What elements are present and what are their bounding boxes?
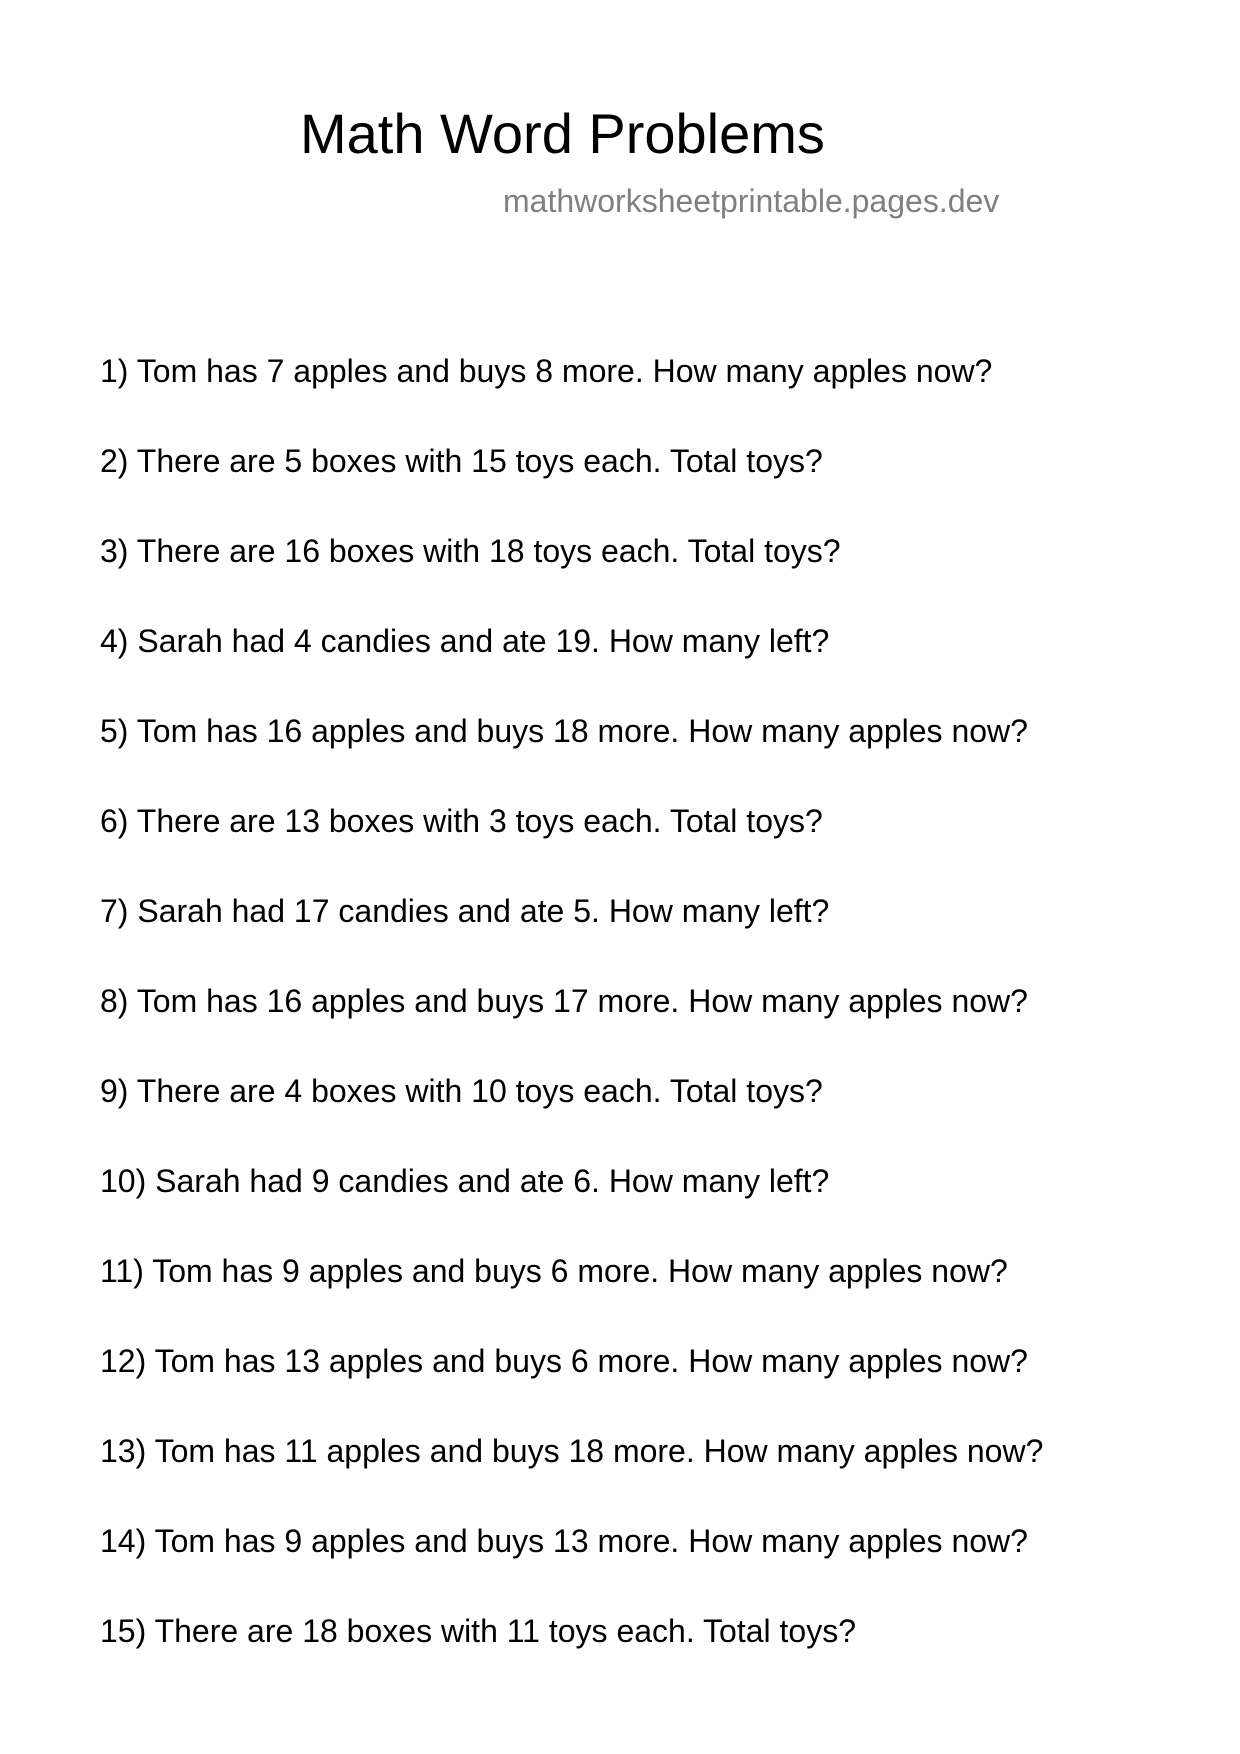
- problem-item-13: 13) Tom has 11 apples and buys 18 more. How many apples now?: [100, 1433, 1044, 1469]
- page-title: Math Word Problems: [300, 102, 825, 165]
- problem-item-9: 9) There are 4 boxes with 10 toys each. Total toys?: [100, 1073, 823, 1109]
- problem-item-3: 3) There are 16 boxes with 18 toys each. Total toys?: [100, 533, 841, 569]
- problem-list: [100, 349, 1043, 1699]
- problem-item-4: 4) Sarah had 4 candies and ate 19. How many left?: [100, 623, 830, 659]
- problem-item-7: 7) Sarah had 17 candies and ate 5. How many left?: [100, 893, 830, 929]
- problem-item-12: 12) Tom has 13 apples and buys 6 more. How many apples now?: [100, 1343, 1028, 1379]
- problem-item-2: 2) There are 5 boxes with 15 toys each. Total toys?: [100, 443, 823, 479]
- problem-item-5: 5) Tom has 16 apples and buys 18 more. How many apples now?: [100, 713, 1028, 749]
- problem-item-11: 11) Tom has 9 apples and buys 6 more. How many apples now?: [100, 1253, 1008, 1289]
- problem-item-10: 10) Sarah had 9 candies and ate 6. How many left?: [100, 1163, 830, 1199]
- problem-item-14: 14) Tom has 9 apples and buys 13 more. How many apples now?: [100, 1523, 1028, 1559]
- problem-item-6: 6) There are 13 boxes with 3 toys each. Total toys?: [100, 803, 823, 839]
- site-url: mathworksheetprintable.pages.dev: [503, 183, 1000, 219]
- problem-item-1: 1) Tom has 7 apples and buys 8 more. How many apples now?: [100, 353, 993, 389]
- problem-item-15: 15) There are 18 boxes with 11 toys each. Total toys?: [100, 1613, 856, 1649]
- problem-item-8: 8) Tom has 16 apples and buys 17 more. How many apples now?: [100, 983, 1028, 1019]
